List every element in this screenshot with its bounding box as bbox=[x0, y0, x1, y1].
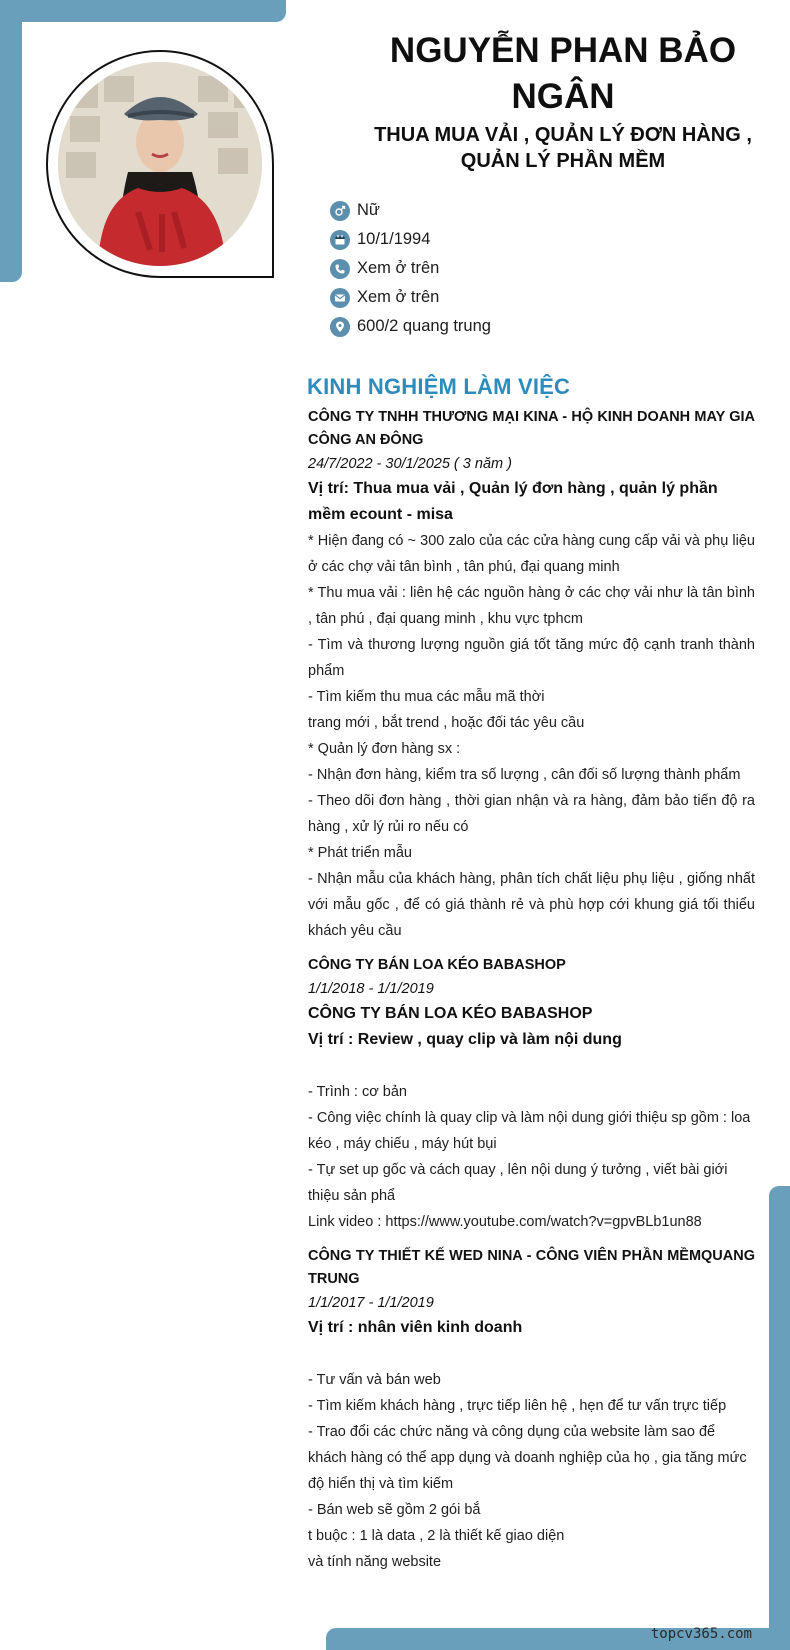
info-address bbox=[330, 312, 491, 341]
decorative-right-bar bbox=[769, 1186, 790, 1650]
job-period: 24/7/2022 - 30/1/2025 ( 3 năm ) bbox=[308, 456, 512, 472]
company-name: CÔNG TY BÁN LOA KÉO BABASHOP bbox=[308, 957, 566, 973]
job-detail: - Nhận mẫu của khách hàng, phân tích chất liệu phụ liệu , giống nhất với mẫu gốc , để có giá thành rẻ và phù hợp cới khung giá tối thiểu khách yêu cầu bbox=[308, 871, 755, 939]
info-email-text: Xem ở trên bbox=[357, 288, 440, 306]
job-detail: * Quản lý đơn hàng sx : bbox=[308, 741, 461, 757]
watermark: topcv365.com bbox=[650, 1626, 752, 1642]
job-detail: - Trao đổi các chức năng và công dụng của website làm sao để khách hàng có thể app dụng và doanh nghiệp của họ , gia tăng mức độ hiển thị và tìm kiếm bbox=[308, 1424, 747, 1492]
job-detail: - Bán web sẽ gồm 2 gói bắ bbox=[308, 1502, 481, 1518]
job-period: 1/1/2017 - 1/1/2019 bbox=[308, 1295, 434, 1311]
info-gender bbox=[330, 196, 491, 225]
experience-section bbox=[308, 406, 755, 1585]
gender-icon bbox=[330, 201, 350, 221]
contact-info-list bbox=[330, 196, 491, 341]
job-detail: * Hiện đang có ~ 300 zalo của các cửa hàng cung cấp vải và phụ liệu ở các chợ vải tân bình , tân phú, đại quang minh bbox=[308, 533, 755, 575]
job-position: Vị trí: Thua mua vải , Quản lý đơn hàng , quản lý phần mềm ecount - misa bbox=[308, 480, 718, 523]
job-entry bbox=[308, 954, 755, 1235]
job-entry bbox=[308, 406, 755, 944]
job-company-repeat: CÔNG TY BÁN LOA KÉO BABASHOP bbox=[308, 1005, 593, 1022]
location-icon bbox=[330, 317, 350, 337]
job-entry bbox=[308, 1245, 755, 1575]
job-title: THUA MUA VẢI , QUẢN LÝ ĐƠN HÀNG , QUẢN LÝ PHẦN MỀM bbox=[374, 124, 752, 172]
job-detail: - Theo dõi đơn hàng , thời gian nhận và ra hàng, đảm bảo tiến độ ra hàng , xử lý rủi ro nếu có bbox=[308, 793, 755, 835]
job-detail: - Tự set up gốc và cách quay , lên nội dung ý tưởng , viết bài giới thiệu sản phẩ bbox=[308, 1162, 728, 1204]
job-detail: * Thu mua vải : liên hệ các nguồn hàng ở các chợ vải như là tân bình , tân phú , đại quang minh , khu vực tphcm bbox=[308, 585, 755, 627]
job-detail: * Phát triển mẫu bbox=[308, 845, 412, 861]
info-phone bbox=[330, 254, 491, 283]
job-detail: - Công việc chính là quay clip và làm nội dung giới thiệu sp gồm : loa kéo , máy chiếu , máy hút bụi bbox=[308, 1110, 751, 1152]
candidate-name: NGUYỄN PHAN BẢO NGÂN bbox=[389, 31, 737, 116]
job-detail: và tính năng website bbox=[308, 1554, 442, 1570]
job-detail: - Tìm kiếm thu mua các mẫu mã thời bbox=[308, 689, 545, 705]
info-email bbox=[330, 283, 491, 312]
job-detail: t buộc : 1 là data , 2 là thiết kế giao diện bbox=[308, 1528, 565, 1544]
job-position: Vị trí : nhân viên kinh doanh bbox=[308, 1319, 523, 1336]
job-detail: - Nhận đơn hàng, kiểm tra số lượng , cân đối số lượng thành phẩm bbox=[308, 767, 741, 783]
avatar bbox=[58, 62, 262, 266]
job-detail-blank bbox=[308, 1053, 755, 1079]
decorative-left-bar bbox=[0, 0, 22, 282]
info-birthday bbox=[330, 225, 491, 254]
company-name: CÔNG TY THIẾT KẾ WED NINA - CÔNG VIÊN PHẦN MỀMQUANG TRUNG bbox=[308, 1248, 755, 1287]
phone-icon bbox=[330, 259, 350, 279]
info-address-text: 600/2 quang trung bbox=[357, 317, 491, 335]
job-detail: trang mới , bắt trend , hoặc đối tác yêu cầu bbox=[308, 715, 585, 731]
decorative-top-bar bbox=[0, 0, 286, 22]
experience-heading: KINH NGHIỆM LÀM VIỆC bbox=[307, 374, 571, 399]
email-icon bbox=[330, 288, 350, 308]
job-position: Vị trí : Review , quay clip và làm nội dung bbox=[308, 1031, 622, 1048]
job-detail: - Tìm và thương lượng nguồn giá tốt tăng mức độ cạnh tranh thành phẩm bbox=[308, 637, 755, 679]
job-detail: Link video : https://www.youtube.com/watch?v=gpvBLb1un88 bbox=[308, 1214, 702, 1230]
job-period: 1/1/2018 - 1/1/2019 bbox=[308, 981, 434, 997]
calendar-icon bbox=[330, 230, 350, 250]
info-birthday-text: 10/1/1994 bbox=[357, 230, 431, 248]
job-detail: - Trình : cơ bản bbox=[308, 1084, 407, 1100]
company-name: CÔNG TY TNHH THƯƠNG MẠI KINA - HỘ KINH DOANH MAY GIA CÔNG AN ĐÔNG bbox=[308, 409, 755, 448]
job-detail: - Tư vấn và bán web bbox=[308, 1372, 441, 1388]
info-gender-text: Nữ bbox=[357, 201, 380, 219]
info-phone-text: Xem ở trên bbox=[357, 259, 440, 277]
job-detail: - Tìm kiếm khách hàng , trực tiếp liên hệ , hẹn để tư vấn trực tiếp bbox=[308, 1398, 727, 1414]
job-detail-blank bbox=[308, 1341, 755, 1367]
